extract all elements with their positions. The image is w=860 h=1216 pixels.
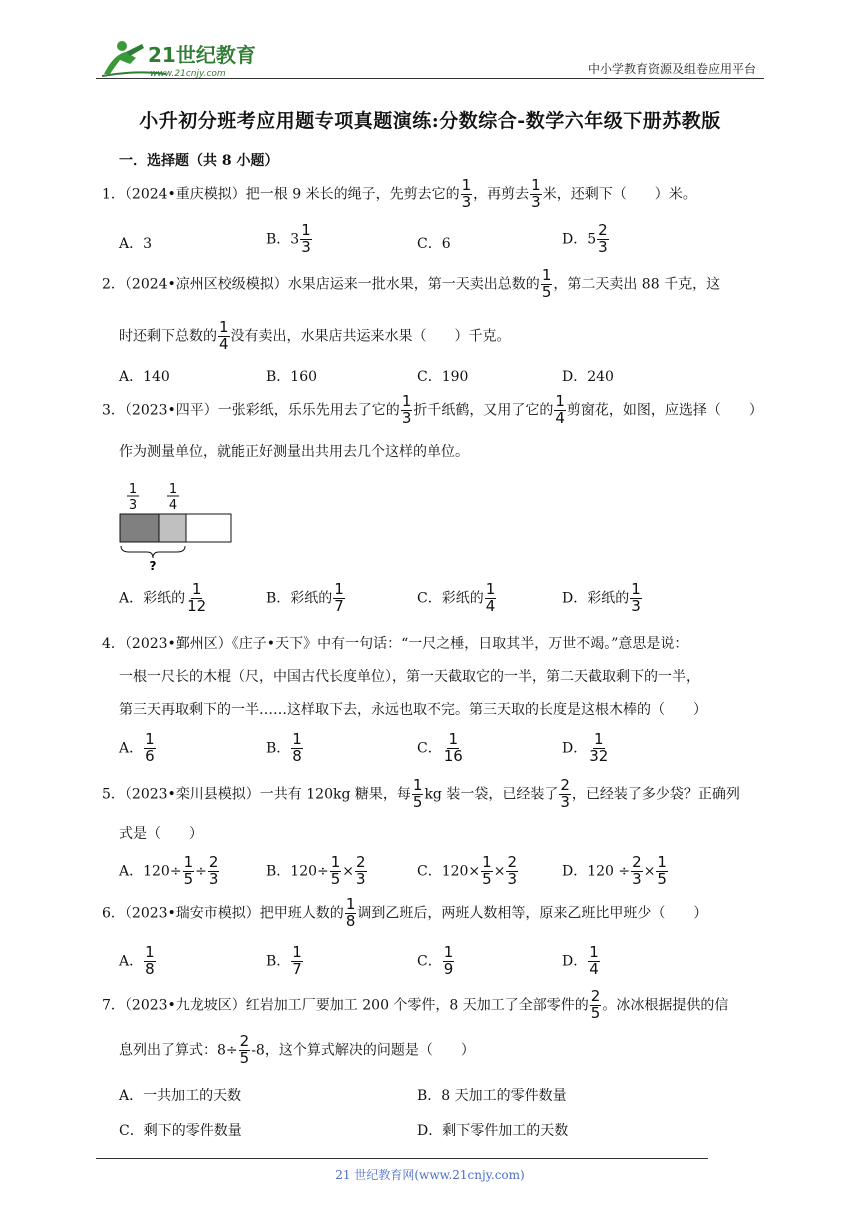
option-fraction (144, 945, 156, 978)
fraction-denominator: 5 (239, 1048, 250, 1067)
question-2-line (119, 320, 764, 353)
option-text: A．120÷ (119, 863, 182, 880)
option-b[interactable] (417, 1085, 567, 1105)
option-fraction (291, 945, 303, 978)
question-fraction (239, 1034, 251, 1067)
fraction-numerator: 1 (145, 943, 155, 961)
option-fraction (443, 732, 464, 765)
fraction-numerator: 1 (555, 392, 565, 410)
option-b[interactable] (266, 582, 346, 615)
option-text: D．120 ÷ (562, 863, 631, 880)
fraction-numerator: 1 (589, 943, 599, 961)
question-number: 7． (102, 997, 125, 1014)
question-text: ，已经装了多少袋？正确列 (571, 786, 740, 803)
fraction-denominator: 4 (555, 408, 565, 427)
fraction-numerator: 2 (590, 987, 601, 1005)
question-fraction (461, 178, 473, 211)
question-text: 调到乙班后，两班人数相等，原来乙班比甲班少（ ） (357, 905, 708, 922)
option-d[interactable] (562, 223, 610, 256)
option-text: A．140 (119, 369, 170, 385)
option-d[interactable] (562, 366, 614, 386)
question-text: 作为测量单位，就能正好测量出共用去几个这样的单位。 (119, 444, 469, 460)
diagram-segment-quarter (159, 514, 186, 542)
option-c[interactable] (417, 945, 455, 978)
option-text: A． (119, 740, 144, 757)
diagram-brace (121, 546, 185, 558)
fraction-numerator: 1 (485, 580, 496, 598)
option-b[interactable] (266, 732, 304, 765)
option-fraction (355, 855, 367, 888)
question-5-line (102, 778, 764, 811)
option-fraction (597, 223, 609, 256)
question-number: 1． (102, 186, 125, 203)
diagram-label-1-denominator: 3 (128, 498, 138, 513)
question-text: （2023•九龙坡区）红岩加工厂要加工 200 个零件，8 天加工了全部零件的 (124, 997, 589, 1014)
option-text: B．120÷ (266, 863, 329, 880)
option-fraction (656, 855, 668, 888)
mixed-whole: 3 (290, 231, 300, 248)
site-logo (96, 34, 266, 80)
fraction-denominator: 5 (330, 869, 341, 888)
question-3-line (119, 445, 764, 459)
option-fraction (443, 945, 455, 978)
paper-diagram (119, 480, 237, 572)
fraction-numerator: 1 (531, 176, 541, 194)
operator: × (493, 863, 506, 880)
operator: × (643, 863, 656, 880)
option-text: C．剩下的零件数量 (119, 1123, 242, 1139)
fraction-numerator: 2 (598, 221, 608, 239)
question-4-line (119, 670, 764, 684)
option-d[interactable] (562, 582, 643, 615)
question-text: 第三天再取剩下的一半……这样取下去，永远也取不完。第三天取的长度是这根木棒的（ ） (119, 702, 707, 718)
fraction-numerator: 1 (448, 730, 459, 748)
question-fraction (345, 897, 357, 930)
option-a[interactable] (119, 945, 157, 978)
fraction-denominator: 5 (183, 869, 194, 888)
option-text: B．160 (266, 369, 318, 385)
footer-link[interactable]: 21 世纪教育网(www.21cnjy.com) (335, 1168, 525, 1182)
option-fraction (506, 855, 518, 888)
fraction-numerator: 1 (145, 730, 155, 748)
option-fraction (330, 855, 342, 888)
fraction-denominator: 8 (292, 746, 302, 765)
fraction-denominator: 3 (461, 192, 472, 211)
question-7-line (102, 989, 764, 1022)
option-fraction (333, 582, 345, 615)
question-2-line (102, 268, 764, 301)
question-number: 5． (102, 786, 125, 803)
logo-text: 21世纪教育 (148, 43, 256, 67)
option-text: C．彩纸的 (417, 590, 484, 607)
fraction-numerator: 1 (482, 853, 492, 871)
option-fraction (208, 855, 220, 888)
fraction-denominator: 3 (301, 237, 311, 256)
question-number: 6． (102, 905, 125, 922)
fraction-numerator: 1 (183, 853, 194, 871)
question-text: 折千纸鹤，又用了它的 (413, 402, 554, 419)
question-6-line (102, 897, 764, 930)
option-text: C． (417, 953, 442, 970)
question-text: （2023•栾川县模拟）一共有 120kg 糖果，每 (124, 786, 411, 803)
option-text: D． (562, 231, 588, 248)
question-5-line (119, 827, 764, 841)
fraction-denominator: 5 (541, 282, 552, 301)
option-fraction (144, 732, 156, 765)
fraction-numerator: 1 (443, 943, 454, 961)
question-text: 一根一尺长的木棍（尺，中国古代长度单位），第一天截取它的一半，第二天截取剩下的一半， (119, 669, 700, 685)
question-text: 息列出了算式：8÷ (119, 1042, 238, 1059)
option-c[interactable] (417, 855, 519, 888)
option-b[interactable] (266, 945, 304, 978)
diagram-segment-third (120, 514, 159, 542)
fraction-numerator: 2 (239, 1032, 250, 1050)
question-text: 式是（ ） (119, 826, 203, 842)
question-fraction (590, 989, 602, 1022)
question-text: -8，这个算式解决的问题是（ ） (251, 1042, 475, 1059)
diagram-question-mark: ? (149, 559, 157, 572)
question-4-line (119, 703, 764, 717)
fraction-numerator: 2 (560, 776, 570, 794)
section-heading: 一．选择题（共 8 小题） (119, 153, 279, 169)
option-text: A．3 (119, 236, 153, 252)
option-fraction (588, 945, 600, 978)
diagram-label-2-numerator: 1 (168, 482, 178, 497)
fraction-denominator: 3 (208, 869, 219, 888)
question-fraction (530, 178, 542, 211)
option-text: B．8 天加工的零件数量 (417, 1088, 567, 1104)
option-c[interactable] (417, 366, 468, 386)
fraction-denominator: 3 (631, 596, 641, 615)
option-text: B． (266, 231, 291, 248)
question-text: 时还剩下总数的 (119, 328, 217, 345)
option-a[interactable] (119, 1085, 241, 1105)
option-text: C． (417, 740, 442, 757)
question-text: （2023•四平）一张彩纸，乐乐先用去了它的 (124, 402, 400, 419)
fraction-numerator: 1 (334, 580, 344, 598)
question-text: （2023•鄞州区）《庄子•天下》中有一句话：“一尺之棰，日取其半，万世不竭。”意思是说： (124, 636, 689, 652)
fraction-numerator: 1 (345, 895, 356, 913)
question-text: （2024•重庆模拟）把一根 9 米长的绳子，先剪去它的 (124, 186, 460, 203)
question-text: （2024•凉州区校级模拟）水果店运来一批水果，第一天卖出总数的 (124, 276, 540, 293)
fraction-denominator: 3 (356, 869, 366, 888)
option-text: D．240 (562, 369, 614, 385)
option-d[interactable] (417, 1120, 568, 1140)
diagram-label-2-denominator: 4 (168, 498, 178, 513)
fraction-denominator: 3 (632, 869, 642, 888)
question-fraction (401, 394, 413, 427)
option-text: C．6 (417, 236, 451, 252)
option-fraction (291, 732, 303, 765)
fraction-numerator: 1 (219, 318, 229, 336)
question-fraction (412, 778, 424, 811)
question-fraction (541, 268, 553, 301)
fraction-denominator: 6 (145, 746, 155, 765)
fraction-numerator: 1 (631, 580, 641, 598)
option-a[interactable] (119, 233, 152, 253)
fraction-numerator: 1 (292, 943, 302, 961)
fraction-numerator: 1 (594, 730, 604, 748)
option-fraction (485, 582, 497, 615)
question-text: 没有卖出，水果店共运来水果（ ）千克。 (230, 328, 511, 345)
question-text: 。冰冰根据提供的信 (602, 997, 729, 1014)
fraction-denominator: 4 (589, 959, 599, 978)
fraction-numerator: 1 (541, 266, 552, 284)
question-7-line (119, 1034, 764, 1067)
fraction-numerator: 2 (208, 853, 219, 871)
option-text: D． (562, 953, 588, 970)
fraction-denominator: 8 (145, 959, 155, 978)
option-c[interactable] (417, 233, 451, 253)
fraction-denominator: 5 (590, 1003, 601, 1022)
fraction-denominator: 7 (334, 596, 344, 615)
option-b[interactable] (266, 223, 313, 256)
fraction-numerator: 2 (632, 853, 642, 871)
question-fraction (554, 394, 566, 427)
option-text: A．彩纸的 (119, 590, 186, 607)
fraction-denominator: 3 (531, 192, 541, 211)
fraction-denominator: 4 (219, 334, 229, 353)
question-fraction (559, 778, 571, 811)
question-number: 4． (102, 636, 125, 652)
fraction-numerator: 2 (356, 853, 366, 871)
option-a[interactable] (119, 582, 208, 615)
fraction-numerator: 1 (461, 176, 472, 194)
fraction-denominator: 5 (657, 869, 667, 888)
option-d[interactable] (562, 732, 610, 765)
fraction-numerator: 1 (292, 730, 302, 748)
footer-divider (96, 1158, 708, 1159)
option-text: B．彩纸的 (266, 590, 333, 607)
fraction-denominator: 9 (443, 959, 454, 978)
fraction-denominator: 32 (589, 746, 609, 765)
question-text: ，再剪去 (473, 186, 530, 203)
mixed-whole: 5 (587, 231, 597, 248)
fraction-numerator: 1 (301, 221, 311, 239)
fraction-numerator: 1 (191, 580, 202, 598)
operator: ÷ (195, 863, 207, 880)
option-c[interactable] (119, 1120, 242, 1140)
question-text: 米，还剩下（ ）米。 (542, 186, 697, 203)
question-1-line (102, 178, 764, 211)
option-fraction (630, 582, 642, 615)
logo-url-text: www.21cnjy.com (150, 69, 226, 79)
option-text: D． (562, 740, 588, 757)
fraction-numerator: 2 (507, 853, 517, 871)
question-number: 2． (102, 276, 125, 293)
option-text: B． (266, 953, 291, 970)
fraction-denominator: 7 (292, 959, 302, 978)
option-text: B． (266, 740, 291, 757)
page-title: 小升初分班考应用题专项真题演练:分数综合-数学六年级下册苏教版 (139, 110, 721, 132)
option-text: A． (119, 953, 144, 970)
fraction-denominator: 16 (443, 746, 463, 765)
diagram-segment-rest (186, 514, 231, 542)
fraction-denominator: 5 (412, 792, 423, 811)
option-text: C．190 (417, 369, 469, 385)
option-fraction (631, 855, 643, 888)
question-text: 剪窗花，如图，应选择（ ） (566, 402, 763, 419)
option-fraction (186, 582, 207, 615)
question-text: ，第二天卖出 88 千克，这 (553, 276, 721, 293)
question-4-line (102, 637, 764, 651)
option-fraction (588, 732, 609, 765)
fraction-numerator: 1 (412, 776, 423, 794)
option-d[interactable] (562, 945, 601, 978)
header-divider (96, 78, 764, 79)
option-c[interactable] (417, 732, 465, 765)
question-fraction (218, 320, 230, 353)
fraction-denominator: 3 (401, 408, 412, 427)
option-fraction (183, 855, 195, 888)
question-text: （2023•瑞安市模拟）把甲班人数的 (124, 905, 344, 922)
question-text: kg 装一袋，已经装了 (424, 786, 559, 803)
fraction-denominator: 3 (507, 869, 517, 888)
option-fraction (300, 223, 312, 256)
operator: × (342, 863, 355, 880)
option-a[interactable] (119, 855, 220, 888)
diagram-label-1-numerator: 1 (128, 482, 138, 497)
option-text: A．一共加工的天数 (119, 1088, 242, 1104)
question-number: 3． (102, 402, 125, 419)
fraction-denominator: 12 (187, 596, 207, 615)
fraction-denominator: 3 (598, 237, 608, 256)
option-c[interactable] (417, 582, 497, 615)
fraction-numerator: 1 (657, 853, 667, 871)
option-text: D．剩下零件加工的天数 (417, 1123, 569, 1139)
option-d[interactable] (562, 855, 669, 888)
fraction-numerator: 1 (330, 853, 341, 871)
option-b[interactable] (266, 366, 317, 386)
fraction-denominator: 3 (560, 792, 570, 811)
option-fraction (481, 855, 493, 888)
option-a[interactable] (119, 366, 170, 386)
fraction-denominator: 5 (482, 869, 492, 888)
platform-name: 中小学教育资源及组卷应用平台 (587, 62, 756, 76)
option-a[interactable] (119, 732, 157, 765)
fraction-denominator: 4 (485, 596, 496, 615)
option-text: C．120× (417, 863, 481, 880)
fraction-denominator: 8 (345, 911, 356, 930)
fraction-numerator: 1 (401, 392, 412, 410)
option-text: D．彩纸的 (562, 590, 630, 607)
option-b[interactable] (266, 855, 368, 888)
question-3-line (102, 394, 764, 427)
